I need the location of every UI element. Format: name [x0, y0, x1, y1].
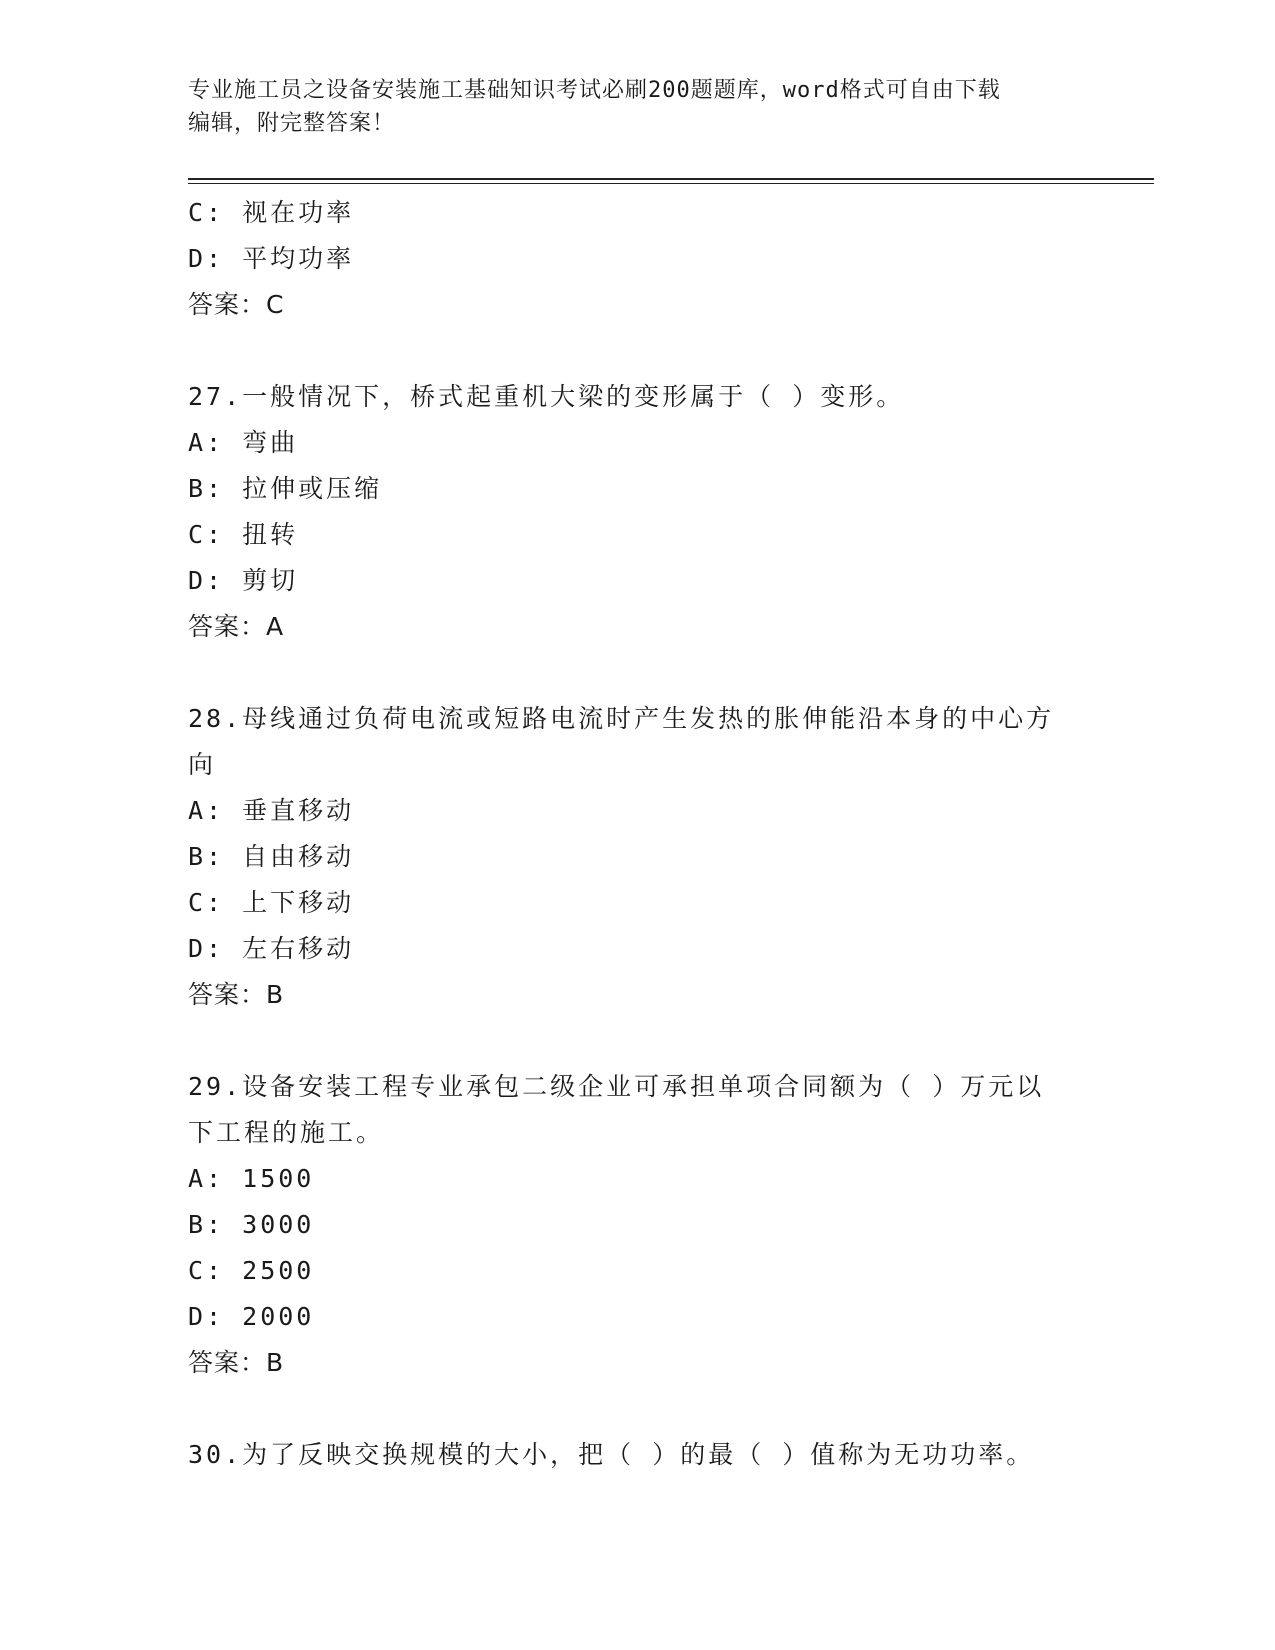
option-c: C: 视在功率 [188, 198, 355, 227]
option-d: D: 左右移动 [188, 934, 355, 963]
question-text-line-2: 向 [188, 750, 217, 779]
option-c: C: 扭转 [188, 520, 299, 549]
option-a: A: 弯曲 [188, 428, 299, 457]
question-29 [188, 1064, 1088, 1386]
question-list [188, 190, 1088, 1478]
document-header [188, 74, 1068, 140]
question-26 [188, 190, 1088, 328]
option-c: C: 2500 [188, 1256, 315, 1285]
option-d: D: 平均功率 [188, 244, 355, 273]
option-a: A: 垂直移动 [188, 796, 355, 825]
question-27 [188, 374, 1088, 650]
answer: 答案：B [188, 980, 285, 1009]
question-30 [188, 1432, 1088, 1478]
option-d: D: 剪切 [188, 566, 299, 595]
option-b: B: 3000 [188, 1210, 315, 1239]
question-28 [188, 696, 1088, 1018]
option-c: C: 上下移动 [188, 888, 355, 917]
option-b: B: 自由移动 [188, 842, 355, 871]
answer: 答案：A [188, 612, 285, 641]
header-title-line-2: 编辑，附完整答案！ [188, 111, 396, 136]
question-text: 27.一般情况下，桥式起重机大梁的变形属于（ ）变形。 [188, 382, 905, 411]
question-text-line-1: 28.母线通过负荷电流或短路电流时产生发热的胀伸能沿本身的中心方 [188, 704, 1055, 733]
question-text-line-1: 29.设备安装工程专业承包二级企业可承担单项合同额为（ ）万元以 [188, 1072, 1045, 1101]
answer: 答案：B [188, 1348, 285, 1377]
question-text: 30.为了反映交换规模的大小，把（ ）的最（ ）值称为无功功率。 [188, 1440, 1035, 1469]
option-b: B: 拉伸或压缩 [188, 474, 383, 503]
spacer [188, 1018, 1088, 1064]
spacer [188, 328, 1088, 374]
header-divider-top [188, 178, 1154, 180]
spacer [188, 650, 1088, 696]
question-text-line-2: 下工程的施工。 [188, 1118, 385, 1147]
option-a: A: 1500 [188, 1164, 315, 1193]
answer: 答案：C [188, 290, 285, 319]
header-divider-bottom [188, 183, 1154, 184]
header-title-line-1: 专业施工员之设备安装施工基础知识考试必刷200题题库，word格式可自由下载 [188, 78, 1001, 103]
spacer [188, 1386, 1088, 1432]
option-d: D: 2000 [188, 1302, 315, 1331]
